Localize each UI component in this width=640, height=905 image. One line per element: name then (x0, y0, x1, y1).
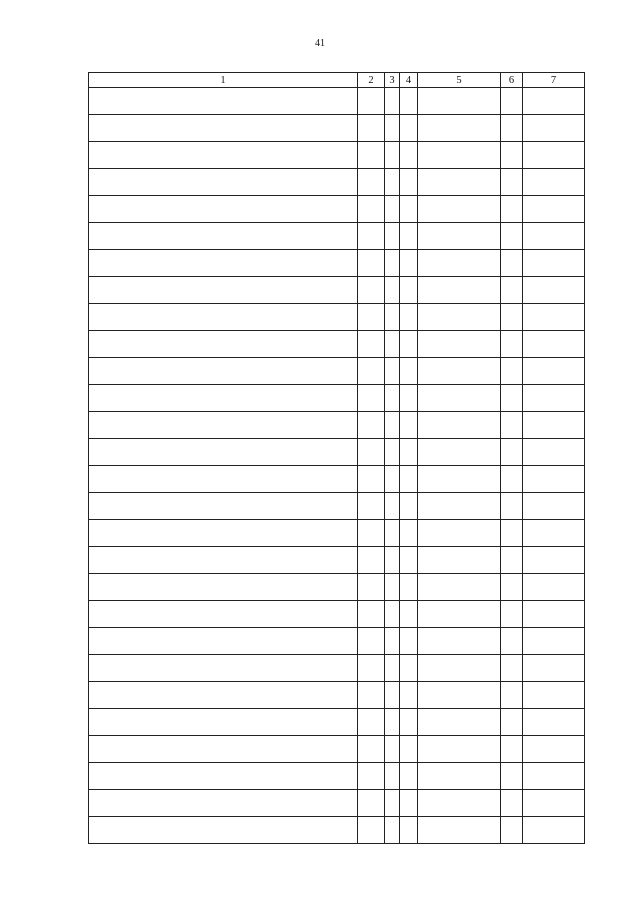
table-cell (523, 88, 585, 115)
table-row (89, 169, 585, 196)
table-cell (400, 115, 418, 142)
table-row (89, 250, 585, 277)
table-cell (501, 142, 523, 169)
table-cell (89, 115, 358, 142)
table-cell (501, 493, 523, 520)
column-header: 3 (385, 73, 400, 88)
table-cell (89, 817, 358, 844)
table-cell (358, 439, 385, 466)
table-cell (418, 88, 501, 115)
table-cell (418, 331, 501, 358)
table-cell (400, 736, 418, 763)
table-cell (523, 628, 585, 655)
table-cell (385, 358, 400, 385)
table-cell (385, 169, 400, 196)
table-cell (385, 196, 400, 223)
table-cell (400, 358, 418, 385)
table-cell (501, 412, 523, 439)
table-row (89, 223, 585, 250)
table-row (89, 682, 585, 709)
table-cell (358, 142, 385, 169)
table-cell (400, 385, 418, 412)
table-cell (358, 385, 385, 412)
table-row (89, 817, 585, 844)
table-cell (358, 574, 385, 601)
table-cell (400, 88, 418, 115)
table-cell (358, 331, 385, 358)
table-cell (418, 763, 501, 790)
table-cell (89, 88, 358, 115)
table-cell (358, 628, 385, 655)
table-cell (501, 709, 523, 736)
table-cell (501, 574, 523, 601)
table-cell (418, 439, 501, 466)
table-cell (400, 655, 418, 682)
table-cell (400, 601, 418, 628)
table-cell (400, 304, 418, 331)
table-cell (89, 466, 358, 493)
table-cell (358, 682, 385, 709)
column-header: 5 (418, 73, 501, 88)
budget-table (88, 72, 585, 844)
table-cell (400, 466, 418, 493)
table-cell (523, 331, 585, 358)
table-row (89, 493, 585, 520)
table-cell (385, 790, 400, 817)
table-cell (501, 88, 523, 115)
table-cell (418, 817, 501, 844)
table-cell (358, 412, 385, 439)
table-cell (523, 142, 585, 169)
table-cell (358, 547, 385, 574)
table-cell (89, 790, 358, 817)
table-cell (385, 655, 400, 682)
table-cell (385, 331, 400, 358)
table-cell (358, 817, 385, 844)
table-cell (89, 196, 358, 223)
table-cell (385, 520, 400, 547)
table-cell (385, 277, 400, 304)
table-cell (523, 790, 585, 817)
table-cell (89, 331, 358, 358)
table-cell (89, 304, 358, 331)
table-cell (501, 520, 523, 547)
table-row (89, 88, 585, 115)
table-cell (523, 277, 585, 304)
table-cell (523, 547, 585, 574)
table-cell (400, 682, 418, 709)
table-row (89, 385, 585, 412)
table-cell (89, 169, 358, 196)
table-cell (418, 466, 501, 493)
table-cell (358, 223, 385, 250)
table-row (89, 142, 585, 169)
table-cell (385, 763, 400, 790)
table-cell (358, 790, 385, 817)
table-cell (385, 304, 400, 331)
table-cell (89, 709, 358, 736)
table-cell (358, 169, 385, 196)
table-cell (400, 790, 418, 817)
table-cell (89, 763, 358, 790)
table-cell (418, 142, 501, 169)
table-cell (89, 439, 358, 466)
table-cell (501, 277, 523, 304)
table-cell (385, 142, 400, 169)
table-cell (523, 736, 585, 763)
table-cell (89, 601, 358, 628)
table-cell (400, 628, 418, 655)
table-row (89, 763, 585, 790)
table-cell (501, 601, 523, 628)
table-cell (89, 736, 358, 763)
table-cell (385, 574, 400, 601)
table-cell (418, 709, 501, 736)
table-cell (523, 250, 585, 277)
column-header: 1 (89, 73, 358, 88)
table-cell (89, 547, 358, 574)
table-row (89, 655, 585, 682)
table-cell (358, 358, 385, 385)
table-row (89, 358, 585, 385)
table-cell (501, 628, 523, 655)
table-cell (418, 601, 501, 628)
table-row (89, 466, 585, 493)
table-cell (418, 547, 501, 574)
table-cell (418, 277, 501, 304)
table-row (89, 790, 585, 817)
table-cell (418, 169, 501, 196)
table-cell (501, 439, 523, 466)
table-cell (89, 493, 358, 520)
table-cell (385, 115, 400, 142)
table-cell (400, 412, 418, 439)
column-header: 2 (358, 73, 385, 88)
table-cell (358, 493, 385, 520)
table-cell (89, 223, 358, 250)
table-cell (501, 304, 523, 331)
table-cell (418, 682, 501, 709)
table-cell (501, 169, 523, 196)
table-cell (501, 223, 523, 250)
table-cell (501, 385, 523, 412)
table-cell (358, 196, 385, 223)
table-cell (400, 520, 418, 547)
table-cell (385, 493, 400, 520)
table-cell (358, 88, 385, 115)
table-cell (418, 385, 501, 412)
table-cell (523, 439, 585, 466)
table-cell (89, 277, 358, 304)
table-cell (418, 493, 501, 520)
table-cell (523, 682, 585, 709)
table-cell (358, 655, 385, 682)
table-cell (385, 682, 400, 709)
table-cell (358, 601, 385, 628)
table-cell (385, 547, 400, 574)
table-cell (501, 763, 523, 790)
table-row (89, 412, 585, 439)
table-cell (358, 277, 385, 304)
table-cell (89, 520, 358, 547)
table-cell (385, 223, 400, 250)
table-cell (400, 223, 418, 250)
table-cell (523, 466, 585, 493)
table-cell (501, 331, 523, 358)
table-cell (523, 763, 585, 790)
page-number: 41 (315, 38, 325, 49)
column-header: 7 (523, 73, 585, 88)
table-cell (385, 736, 400, 763)
table-cell (418, 358, 501, 385)
table-cell (400, 142, 418, 169)
table-cell (400, 439, 418, 466)
table-cell (523, 196, 585, 223)
table-cell (358, 763, 385, 790)
table-cell (89, 412, 358, 439)
table-cell (501, 250, 523, 277)
table-cell (385, 385, 400, 412)
table-row (89, 304, 585, 331)
table-cell (400, 817, 418, 844)
table-cell (523, 304, 585, 331)
table-cell (418, 736, 501, 763)
table-cell (89, 682, 358, 709)
table-cell (385, 439, 400, 466)
table-cell (418, 628, 501, 655)
table-cell (89, 655, 358, 682)
table-row (89, 601, 585, 628)
table-cell (358, 250, 385, 277)
table-cell (358, 709, 385, 736)
table-cell (501, 736, 523, 763)
table-cell (418, 223, 501, 250)
table-cell (501, 115, 523, 142)
table-cell (523, 169, 585, 196)
table-header-row (89, 73, 585, 88)
table-cell (89, 628, 358, 655)
table-cell (523, 358, 585, 385)
table-cell (385, 466, 400, 493)
table-cell (418, 520, 501, 547)
table-cell (89, 358, 358, 385)
table-cell (501, 358, 523, 385)
table-cell (89, 142, 358, 169)
column-header: 6 (501, 73, 523, 88)
table-cell (523, 709, 585, 736)
table-row (89, 331, 585, 358)
column-header: 4 (400, 73, 418, 88)
table-cell (358, 520, 385, 547)
table-cell (385, 250, 400, 277)
table-cell (523, 601, 585, 628)
table-cell (523, 115, 585, 142)
table-row (89, 196, 585, 223)
table-body (89, 88, 585, 844)
table-cell (418, 115, 501, 142)
table-cell (523, 223, 585, 250)
table-cell (523, 655, 585, 682)
table-cell (400, 547, 418, 574)
table-cell (501, 817, 523, 844)
table-cell (523, 493, 585, 520)
table-cell (385, 412, 400, 439)
table-cell (400, 574, 418, 601)
table-cell (418, 250, 501, 277)
table-row (89, 520, 585, 547)
table-cell (400, 169, 418, 196)
table-cell (358, 304, 385, 331)
table-cell (501, 655, 523, 682)
table-cell (89, 574, 358, 601)
table-cell (418, 196, 501, 223)
table-row (89, 628, 585, 655)
table-row (89, 574, 585, 601)
table-cell (501, 547, 523, 574)
table-cell (358, 736, 385, 763)
table-cell (400, 763, 418, 790)
table-cell (418, 412, 501, 439)
table-row (89, 547, 585, 574)
table-cell (523, 520, 585, 547)
table-cell (400, 709, 418, 736)
table-cell (89, 250, 358, 277)
table-cell (523, 817, 585, 844)
table-cell (523, 412, 585, 439)
table-cell (501, 682, 523, 709)
table-cell (501, 466, 523, 493)
table-cell (385, 709, 400, 736)
table-cell (400, 277, 418, 304)
table-row (89, 277, 585, 304)
table-row (89, 439, 585, 466)
table-cell (385, 817, 400, 844)
table-cell (89, 385, 358, 412)
table-cell (418, 574, 501, 601)
table-cell (385, 88, 400, 115)
table-cell (400, 196, 418, 223)
table-row (89, 115, 585, 142)
table-cell (418, 790, 501, 817)
table-cell (358, 466, 385, 493)
table-cell (358, 115, 385, 142)
table-cell (501, 196, 523, 223)
table-cell (400, 493, 418, 520)
table-row (89, 709, 585, 736)
table-cell (523, 574, 585, 601)
table-cell (418, 655, 501, 682)
table-cell (385, 628, 400, 655)
table-cell (385, 601, 400, 628)
table-cell (501, 790, 523, 817)
table-cell (418, 304, 501, 331)
table-cell (400, 331, 418, 358)
table-cell (400, 250, 418, 277)
table-row (89, 736, 585, 763)
table-cell (523, 385, 585, 412)
